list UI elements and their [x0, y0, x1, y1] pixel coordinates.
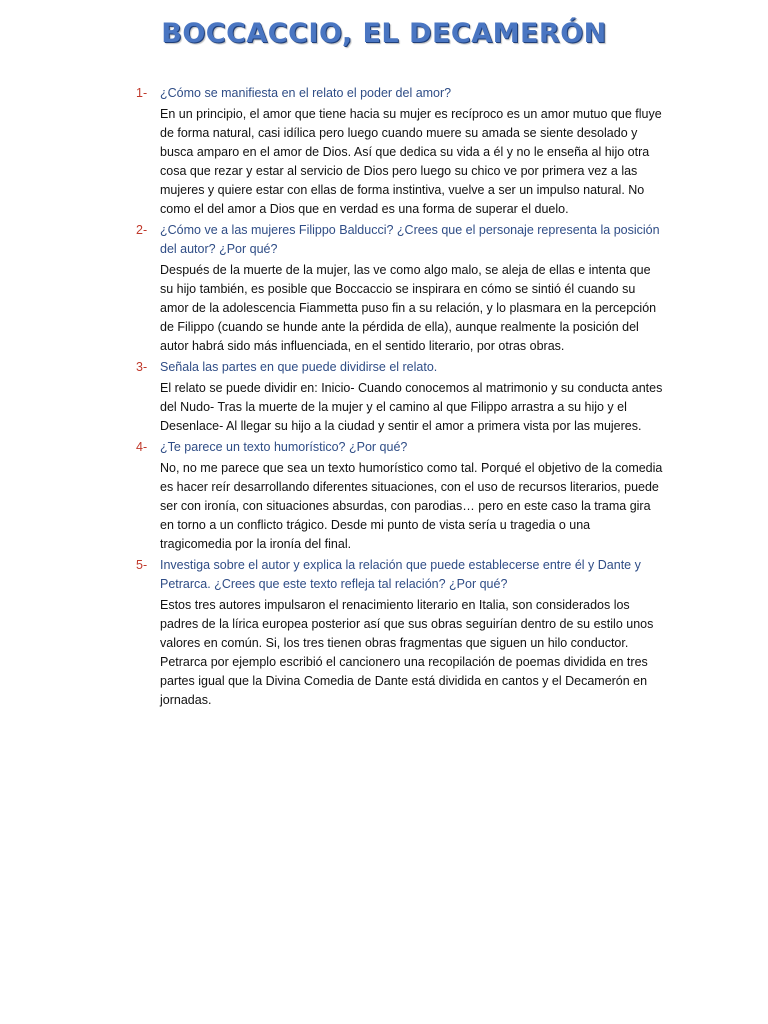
page-title: BOCCACCIO, EL DECAMERÓN	[161, 18, 607, 49]
question-number: 1-	[136, 86, 148, 100]
answer-text: En un principio, el amor que tiene hacia su mujer es recíproco es un amor mutuo que fluye de forma natural, casi idílica pero luego cuando muere su amada se siente desolado y busca amparo en el amor de Dios. Así que dedica su vida a él y no le enseña al hijo otra cosa que rezar y estar al servicio de Dios pero luego su chico ve por primera vez a las mujeres y quiere estar con ellas de forma instintiva, vuelve a ser un impulso natural. No como el del amor a Dios que en verdad es una forma de superar el duelo.	[160, 107, 662, 216]
answer-text: No, no me parece que sea un texto humorístico como tal. Porqué el objetivo de la comedia es hacer reír desarrollando diferentes situaciones, con el uso de recursos literarios, puede ser con ironía, con situaciones absurdas, con parodias… pero en este caso la trama gira en torno a un conflicto trágico. Desde mi punto de vista sería u tragedia o una tragicomedia por la ironía del final.	[160, 461, 663, 551]
question-number: 5-	[136, 558, 148, 572]
question-number: 4-	[136, 440, 148, 454]
question-item-2	[136, 221, 664, 356]
answer-text: Estos tres autores impulsaron el renacimiento literario en Italia, son considerados los padres de la lírica europea posterior así que sus obras seguirían dentro de su estilo unos valores en común. Si, los tres tienen obras fragmentas que siguen un hilo conductor. Petrarca por ejemplo escribió el cancionero una recopilación de poemas dividida en tres partes igual que la Divina Comedia de Dante está dividida en cantos y el Decamerón en jornadas.	[160, 598, 654, 707]
question-text: Señala las partes en que puede dividirse el relato.	[160, 360, 438, 374]
question-number: 2-	[136, 223, 148, 237]
question-item-3	[136, 358, 664, 436]
question-item-4	[136, 438, 664, 554]
question-number: 3-	[136, 360, 148, 374]
question-item-1	[136, 84, 664, 219]
question-list	[136, 84, 664, 712]
question-text: ¿Te parece un texto humorístico? ¿Por qué?	[160, 440, 408, 454]
question-item-5	[136, 556, 664, 710]
answer-text: Después de la muerte de la mujer, las ve como algo malo, se aleja de ellas e intenta que su hijo también, es posible que Boccaccio se inspirara en cómo se sintió él cuando su amor de la adolescencia Fiammetta puso fin a su relación, y lo plasmara en la percepción de Filippo (cuando se hunde ante la pérdida de ella), aunque realmente la posición del autor habrá sido más influenciada, en el sentido literario, por otras obras.	[160, 263, 657, 353]
answer-text: El relato se puede dividir en: Inicio- Cuando conocemos al matrimonio y su conducta antes del Nudo- Tras la muerte de la mujer y el camino al que Filippo arrastra a su hijo y el Desenlace- Al llegar su hijo a la ciudad y sentir el amor a primera vista por las mujeres.	[160, 381, 663, 433]
question-text: ¿Cómo ve a las mujeres Filippo Balducci? ¿Crees que el personaje representa la posición del autor? ¿Por qué?	[160, 223, 660, 256]
question-text: Investiga sobre el autor y explica la relación que puede establecerse entre él y Dante y Petrarca. ¿Crees que este texto refleja tal relación? ¿Por qué?	[160, 558, 641, 591]
question-text: ¿Cómo se manifiesta en el relato el poder del amor?	[160, 86, 452, 100]
